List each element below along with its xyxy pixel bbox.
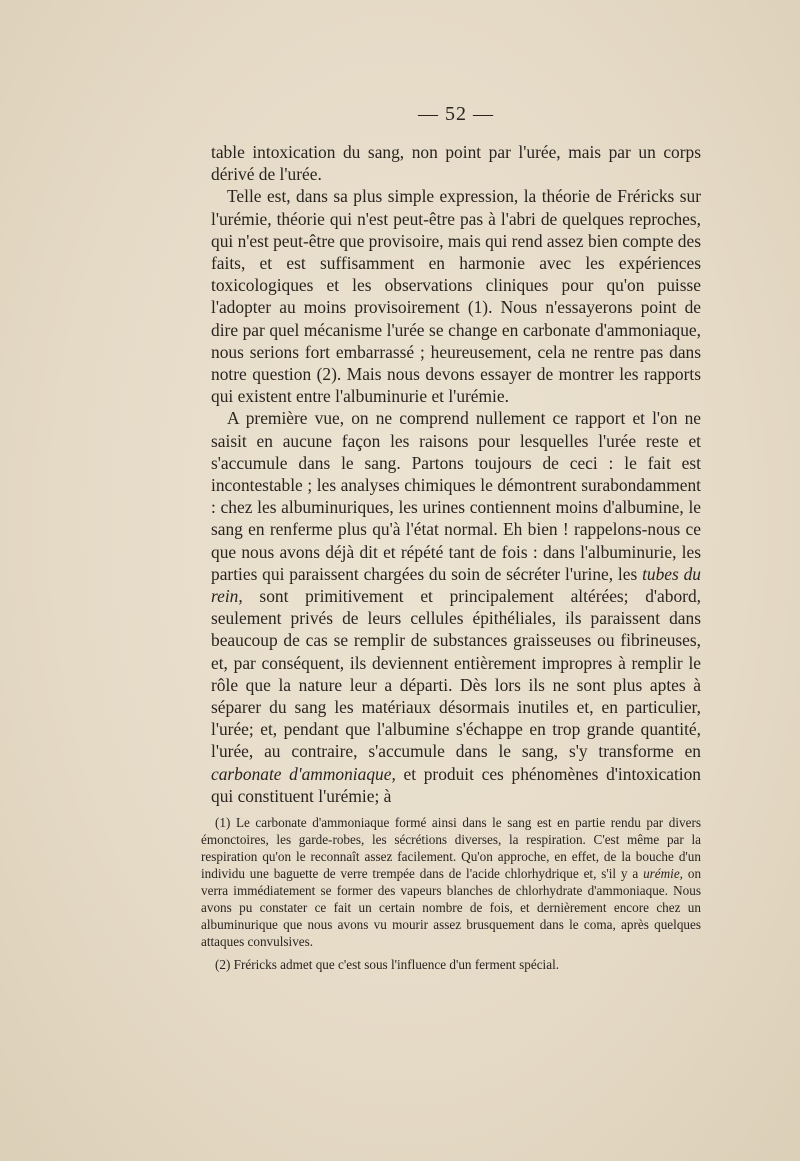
footnote-2-text: (2) Fréricks admet que c'est sous l'influence d'un ferment spécial. [215,957,560,972]
paragraph-3-text-b: sont primitivement et principalement altérées; d'abord, seulement privés de leurs cellules épithéliales, ils paraissent dans beaucoup de cas se remplir de substances graisseuses ou fibrineuses, et, par conséquent, ils deviennent entièrement impropres à remplir le rôle que la nature leur a départi. Dès lors ils ne sont plus aptes à séparer du sang les matériaux désormais inutiles et, en particulier, l'urée; et, pendant que l'albumine s'échappe en trop grande quantité, l'urée, au contraire, s'accumule dans le sang, s'y transforme en [211,586,701,762]
paragraph-3-italic-carbonate: carbonate d'ammoniaque, [211,763,396,784]
footnote-1 [201,814,701,950]
paragraph-3-text-c: et produit ces phénomènes d'intoxication qui constituent l'urémie; à [211,763,701,806]
paragraph-2-text: Telle est, dans sa plus simple expression, la théorie de Fréricks sur l'urémie, théorie qui n'est peut-être pas à l'abri de quelques reproches, qui n'est peut-être que provisoire, mais qui rend assez bien compte des faits, et est suffisamment en harmonie avec les expériences toxicologiques et les observations cliniques pour qu'on puisse l'adopter au moins provisoirement (1). Nous n'essayerons point de dire par quel mécanisme l'urée se change en carbonate d'ammoniaque, nous serions fort embarrassé ; heureusement, cela ne rentre pas dans notre question (2). Mais nous devons essayer de montrer les rapports qui existent entre l'albuminurie et l'urémie. [211,186,701,407]
paragraph-1 [211,141,701,185]
footnote-1-italic: urémie, [643,866,683,881]
page-number: — 52 — [418,103,494,125]
paragraph-1-text: table intoxication du sang, non point par l'urée, mais par un corps dérivé de l'urée. [211,142,701,185]
footnotes [201,814,701,973]
footnote-1-text-a: (1) Le carbonate d'ammoniaque formé ainsi dans le sang est en partie rendu par divers émonctoires, les garde-robes, les sécrétions diverses, la respiration. C'est même par la respiration qu'on le reconnaît assez facilement. Qu'on approche, en effet, de la bouche d'un individu une baguette de verre trempée dans de l'acide chlorhydrique et, s'il y a [201,815,701,881]
paragraph-3-italic-tubes: tubes du rein, [211,563,701,607]
footnote-1-text-b: on verra immédiatement se former des vapeurs blanches de chlorhydrate d'ammoniaque. Nous avons pu constater ce fait un certain nombre de fois, et dernièrement encore chez un albuminurique que nous avons vu mourir assez brusquement dans le coma, après quelques attaques convulsives. [201,866,702,949]
paragraph-2 [211,185,701,407]
footnote-2 [201,956,701,973]
paragraph-3-text-a: A première vue, on ne comprend nullement ce rapport et l'on ne saisit en aucune façon les raisons pour lesquelles l'urée reste et s'accumule dans le sang. Partons toujours de ceci : le fait est incontestable ; les analyses chimiques le démontrent surabondamment : chez les albuminuriques, les urines contiennent moins d'albumine, le sang en renferme plus qu'à l'état normal. Eh bien ! rappelons-nous ce que nous avons déjà dit et répété tant de fois : dans l'albuminurie, les parties qui paraissent chargées du soin de sécréter l'urine, les [211,408,701,584]
main-text [211,141,701,807]
paragraph-3 [211,407,701,807]
